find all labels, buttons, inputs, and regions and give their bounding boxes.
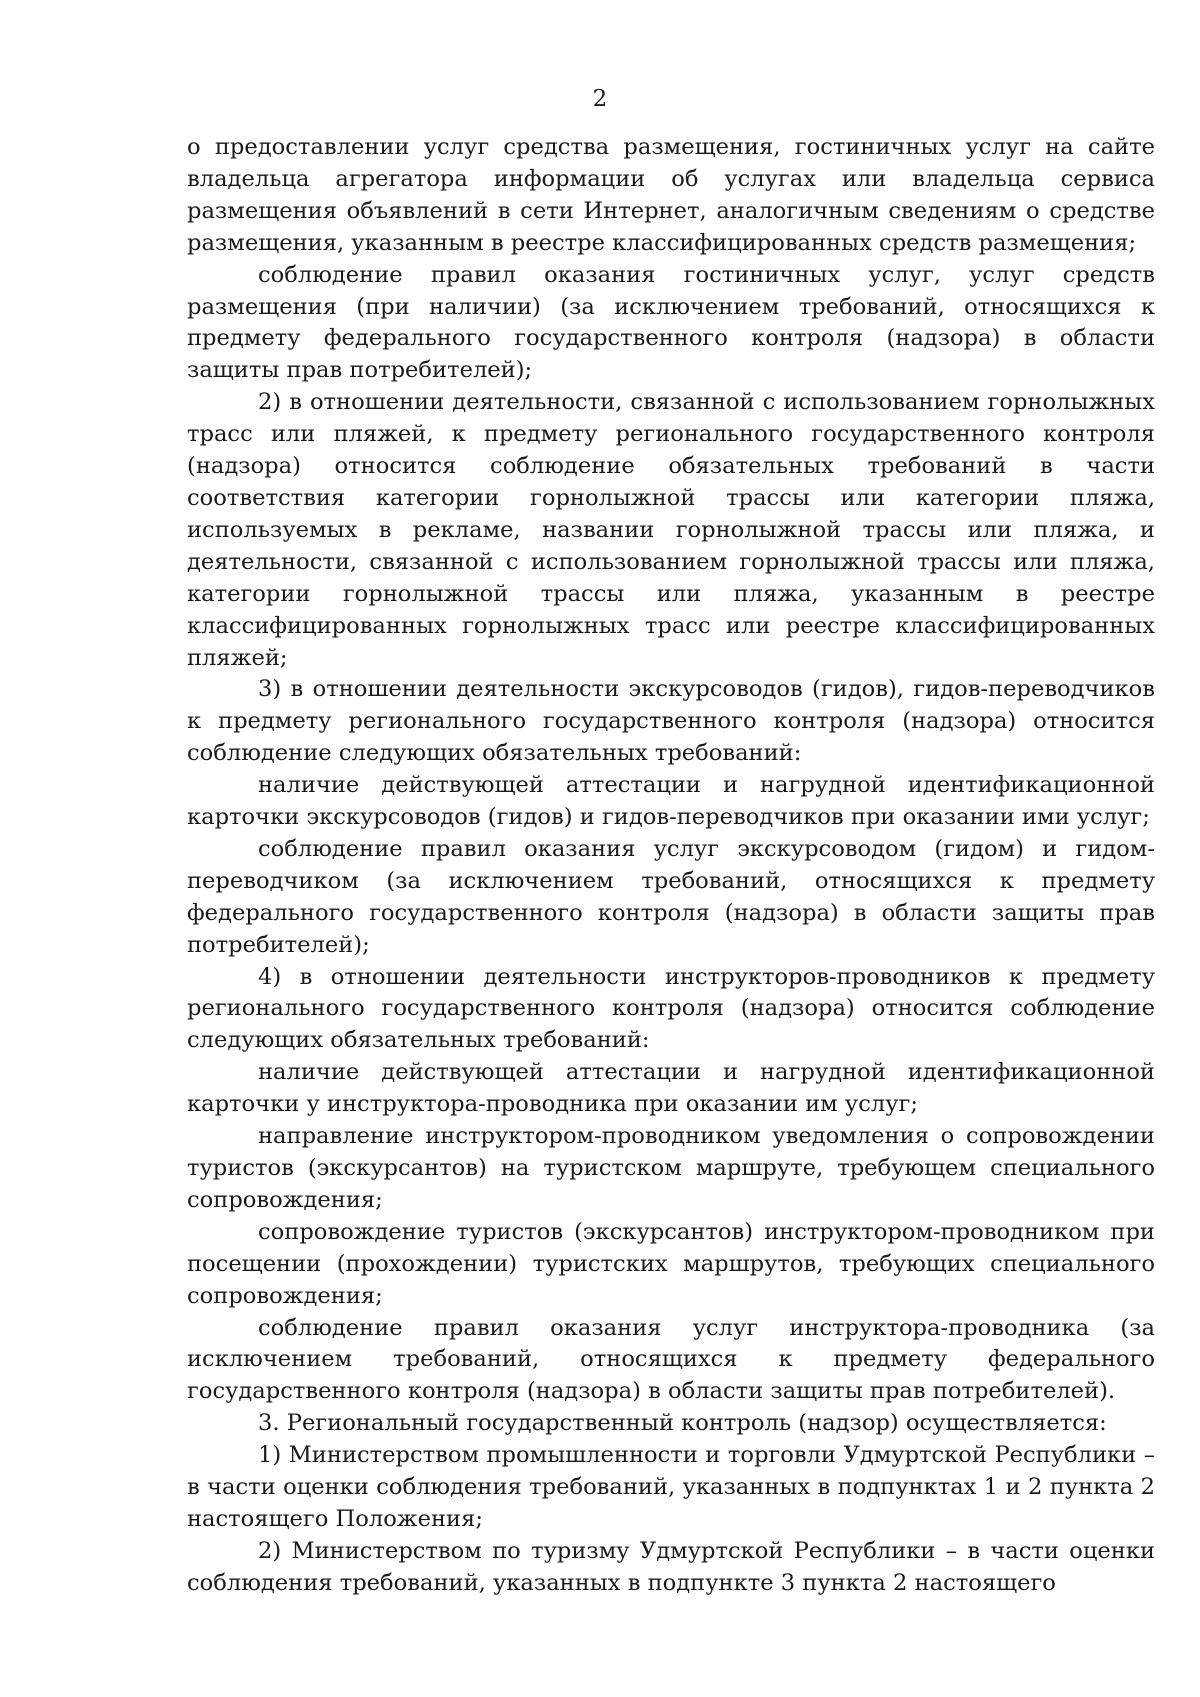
page-number: 2: [592, 86, 608, 112]
paragraph: 1) Министерством промышленности и торговли Удмуртской Республики – в части оценки соблюдения требований, указанных в подпунктах 1 и 2 пункта 2 настоящего Положения;: [187, 1442, 1155, 1532]
paragraph: 3. Региональный государственный контроль (надзор) осуществляется:: [258, 1410, 1107, 1437]
paragraph: о предоставлении услуг средства размещения, гостиничных услуг на сайте владельца агрегатора информации об услугах или владельца сервиса размещения объявлений в сети Интернет, аналогичным сведениям о средстве размещения, указанным в реестре классифицированных средств размещения;: [187, 134, 1155, 256]
paragraph: соблюдение правил оказания услуг экскурсоводом (гидом) и гидом-переводчиком (за исключением требований, относящихся к предмету федерального государственного контроля (надзора) в области защиты прав потребителей);: [187, 835, 1155, 958]
paragraph: наличие действующей аттестации и нагрудной идентификационной карточки у инструктора-проводника при оказании им услуг;: [187, 1059, 1155, 1118]
paragraph: наличие действующей аттестации и нагрудной идентификационной карточки экскурсоводов (гидов) и гидов-переводчиков при оказании ими услуг;: [187, 772, 1155, 831]
paragraph: направление инструктором-проводником уведомления о сопровождении туристов (экскурсантов) на туристском маршруте, требующем специального сопровождения;: [187, 1123, 1155, 1213]
paragraph: соблюдение правил оказания услуг инструктора-проводника (за исключением требований, относящихся к предмету федерального государственного контроля (надзора) в области защиты прав потребителей).: [187, 1314, 1155, 1405]
paragraph: сопровождение туристов (экскурсантов) инструктором-проводником при посещении (прохождении) туристских маршрутов, требующих специального сопровождения;: [187, 1218, 1155, 1309]
paragraph: 2) в отношении деятельности, связанной с использованием горнолыжных трасс или пляжей, к предмету регионального государственного контроля (надзора) относится соблюдение обязательных требований в части соответствия категории горнолыжной трассы или категории пляжа, используемых в рекламе, названии горнолыжной трассы или пляжа, и деятельности, связанной с использованием горнолыжной трассы или пляжа, категории горнолыжной трассы или пляжа, указанным в реестре классифицированных горнолыжных трасс или реестре классифицированных пляжей;: [187, 389, 1155, 671]
body-text: [187, 132, 1155, 1600]
paragraph: 2) Министерством по туризму Удмуртской Республики – в части оценки соблюдения требований, указанных в подпункте 3 пункта 2 настоящего: [187, 1537, 1155, 1596]
paragraph: соблюдение правил оказания гостиничных услуг, услуг средств размещения (при наличии) (за исключением требований, относящихся к предмету федерального государственного контроля (надзора) в области защиты прав потребителей);: [187, 261, 1155, 384]
paragraph: 4) в отношении деятельности инструкторов-проводников к предмету регионального государственного контроля (надзора) относится соблюдение следующих обязательных требований:: [187, 963, 1155, 1054]
paragraph: 3) в отношении деятельности экскурсоводов (гидов), гидов-переводчиков к предмету регионального государственного контроля (надзора) относится соблюдение следующих обязательных требований:: [187, 676, 1155, 767]
